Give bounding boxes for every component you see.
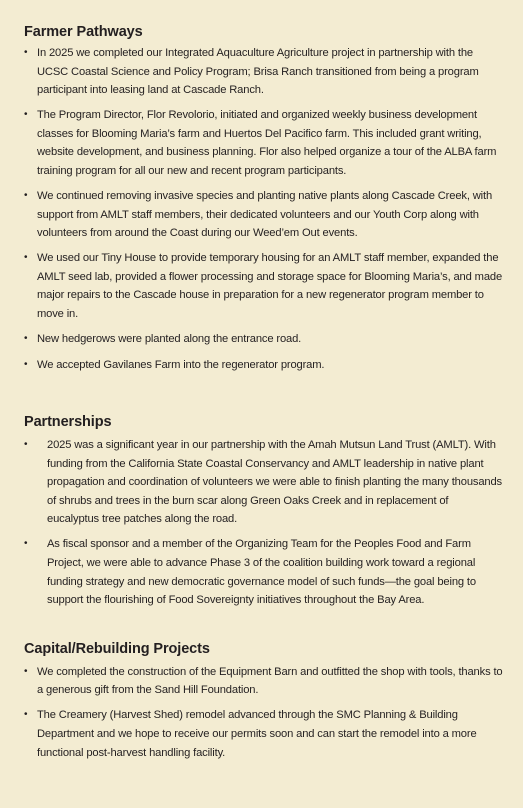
bullet-icon: • <box>24 439 28 451</box>
list-item <box>24 330 503 349</box>
list-item <box>24 356 503 375</box>
capital-projects-list <box>24 663 503 762</box>
list-item-text: New hedgerows were planted along the entrance road. <box>37 332 302 345</box>
section-heading-capital-rebuilding: Capital/Rebuilding Projects <box>24 640 210 657</box>
list-item-text: In 2025 we completed our Integrated Aquaculture Agriculture project in partnership with the UCSC Coastal Science and Policy Program; Brisa Ranch transitioned from being a program participant into leasing land at Cascade Ranch. <box>37 47 479 97</box>
partnerships-list <box>24 436 503 610</box>
list-item <box>24 106 503 180</box>
bullet-icon: • <box>24 189 28 201</box>
farmer-pathways-list <box>24 44 503 375</box>
list-item-text: We completed the construction of the Equipment Barn and outfitted the shop with tools, thanks to a generous gift from the Sand Hill Foundation. <box>37 665 503 697</box>
list-item-text: As fiscal sponsor and a member of the Organizing Team for the Peoples Food and Farm Project, we were able to advance Phase 3 of the coalition building work toward a regional funding strategy and new democratic governance model of such funds—the goal being to support the flourishing of Food Sovereignty initiatives throughout the Bay Area. <box>47 538 476 607</box>
bullet-icon: • <box>24 252 28 264</box>
bullet-icon: • <box>24 109 28 121</box>
bullet-icon: • <box>24 47 28 58</box>
list-item <box>24 535 503 609</box>
list-item-text: We continued removing invasive species and planting native plants along Cascade Creek, with support from AMLT staff members, their dedicated volunteers and our Youth Corp along with volunteers from around the Coast during our Weed’em Out events. <box>37 189 493 240</box>
section-heading-partnerships: Partnerships <box>24 414 112 431</box>
bullet-icon: • <box>24 665 28 677</box>
list-item-text: 2025 was a significant year in our partnership with the Amah Mutsun Land Trust (AMLT). With funding from the California State Coastal Conservancy and AMLT leadership in native plant propagation and coordination of volunteers we were able to finish planting the many thousands of shrubs and trees in the burn scar along Green Oaks Creek and in replacement of eucalyptus tree patches along the road. <box>47 439 502 526</box>
list-item-text: The Program Director, Flor Revolorio, initiated and organized weekly business development classes for Blooming Maria’s farm and Huertos Del Pacifico farm. This included grant writing, website development, and business planning. Flor also helped organize a tour of the ALBA farm training program for all our new and recent program participants. <box>37 109 497 177</box>
list-item <box>24 44 503 100</box>
list-item-text: We used our Tiny House to provide temporary housing for an AMLT staff member, expanded the AMLT seed lab, provided a flower processing and storage space for Blooming Maria’s, and made major repairs to the Cascade house in preparation for a new regenerator program member to move in. <box>37 252 503 320</box>
list-item-text: The Creamery (Harvest Shed) remodel advanced through the SMC Planning & Building Department and we hope to receive our permits soon and can start the remodel into a more functional post-harvest handling facility. <box>37 709 477 759</box>
list-item-text: We accepted Gavilanes Farm into the regenerator program. <box>37 359 325 372</box>
section-heading-farmer-pathways: Farmer Pathways <box>24 24 143 40</box>
bullet-icon: • <box>24 709 28 721</box>
list-item <box>24 187 503 243</box>
bullet-icon: • <box>24 359 28 371</box>
list-item <box>24 436 503 529</box>
list-item <box>24 706 503 762</box>
bullet-icon: • <box>24 538 28 550</box>
bullet-icon: • <box>24 332 28 344</box>
list-item <box>24 249 503 323</box>
list-item <box>24 663 503 700</box>
